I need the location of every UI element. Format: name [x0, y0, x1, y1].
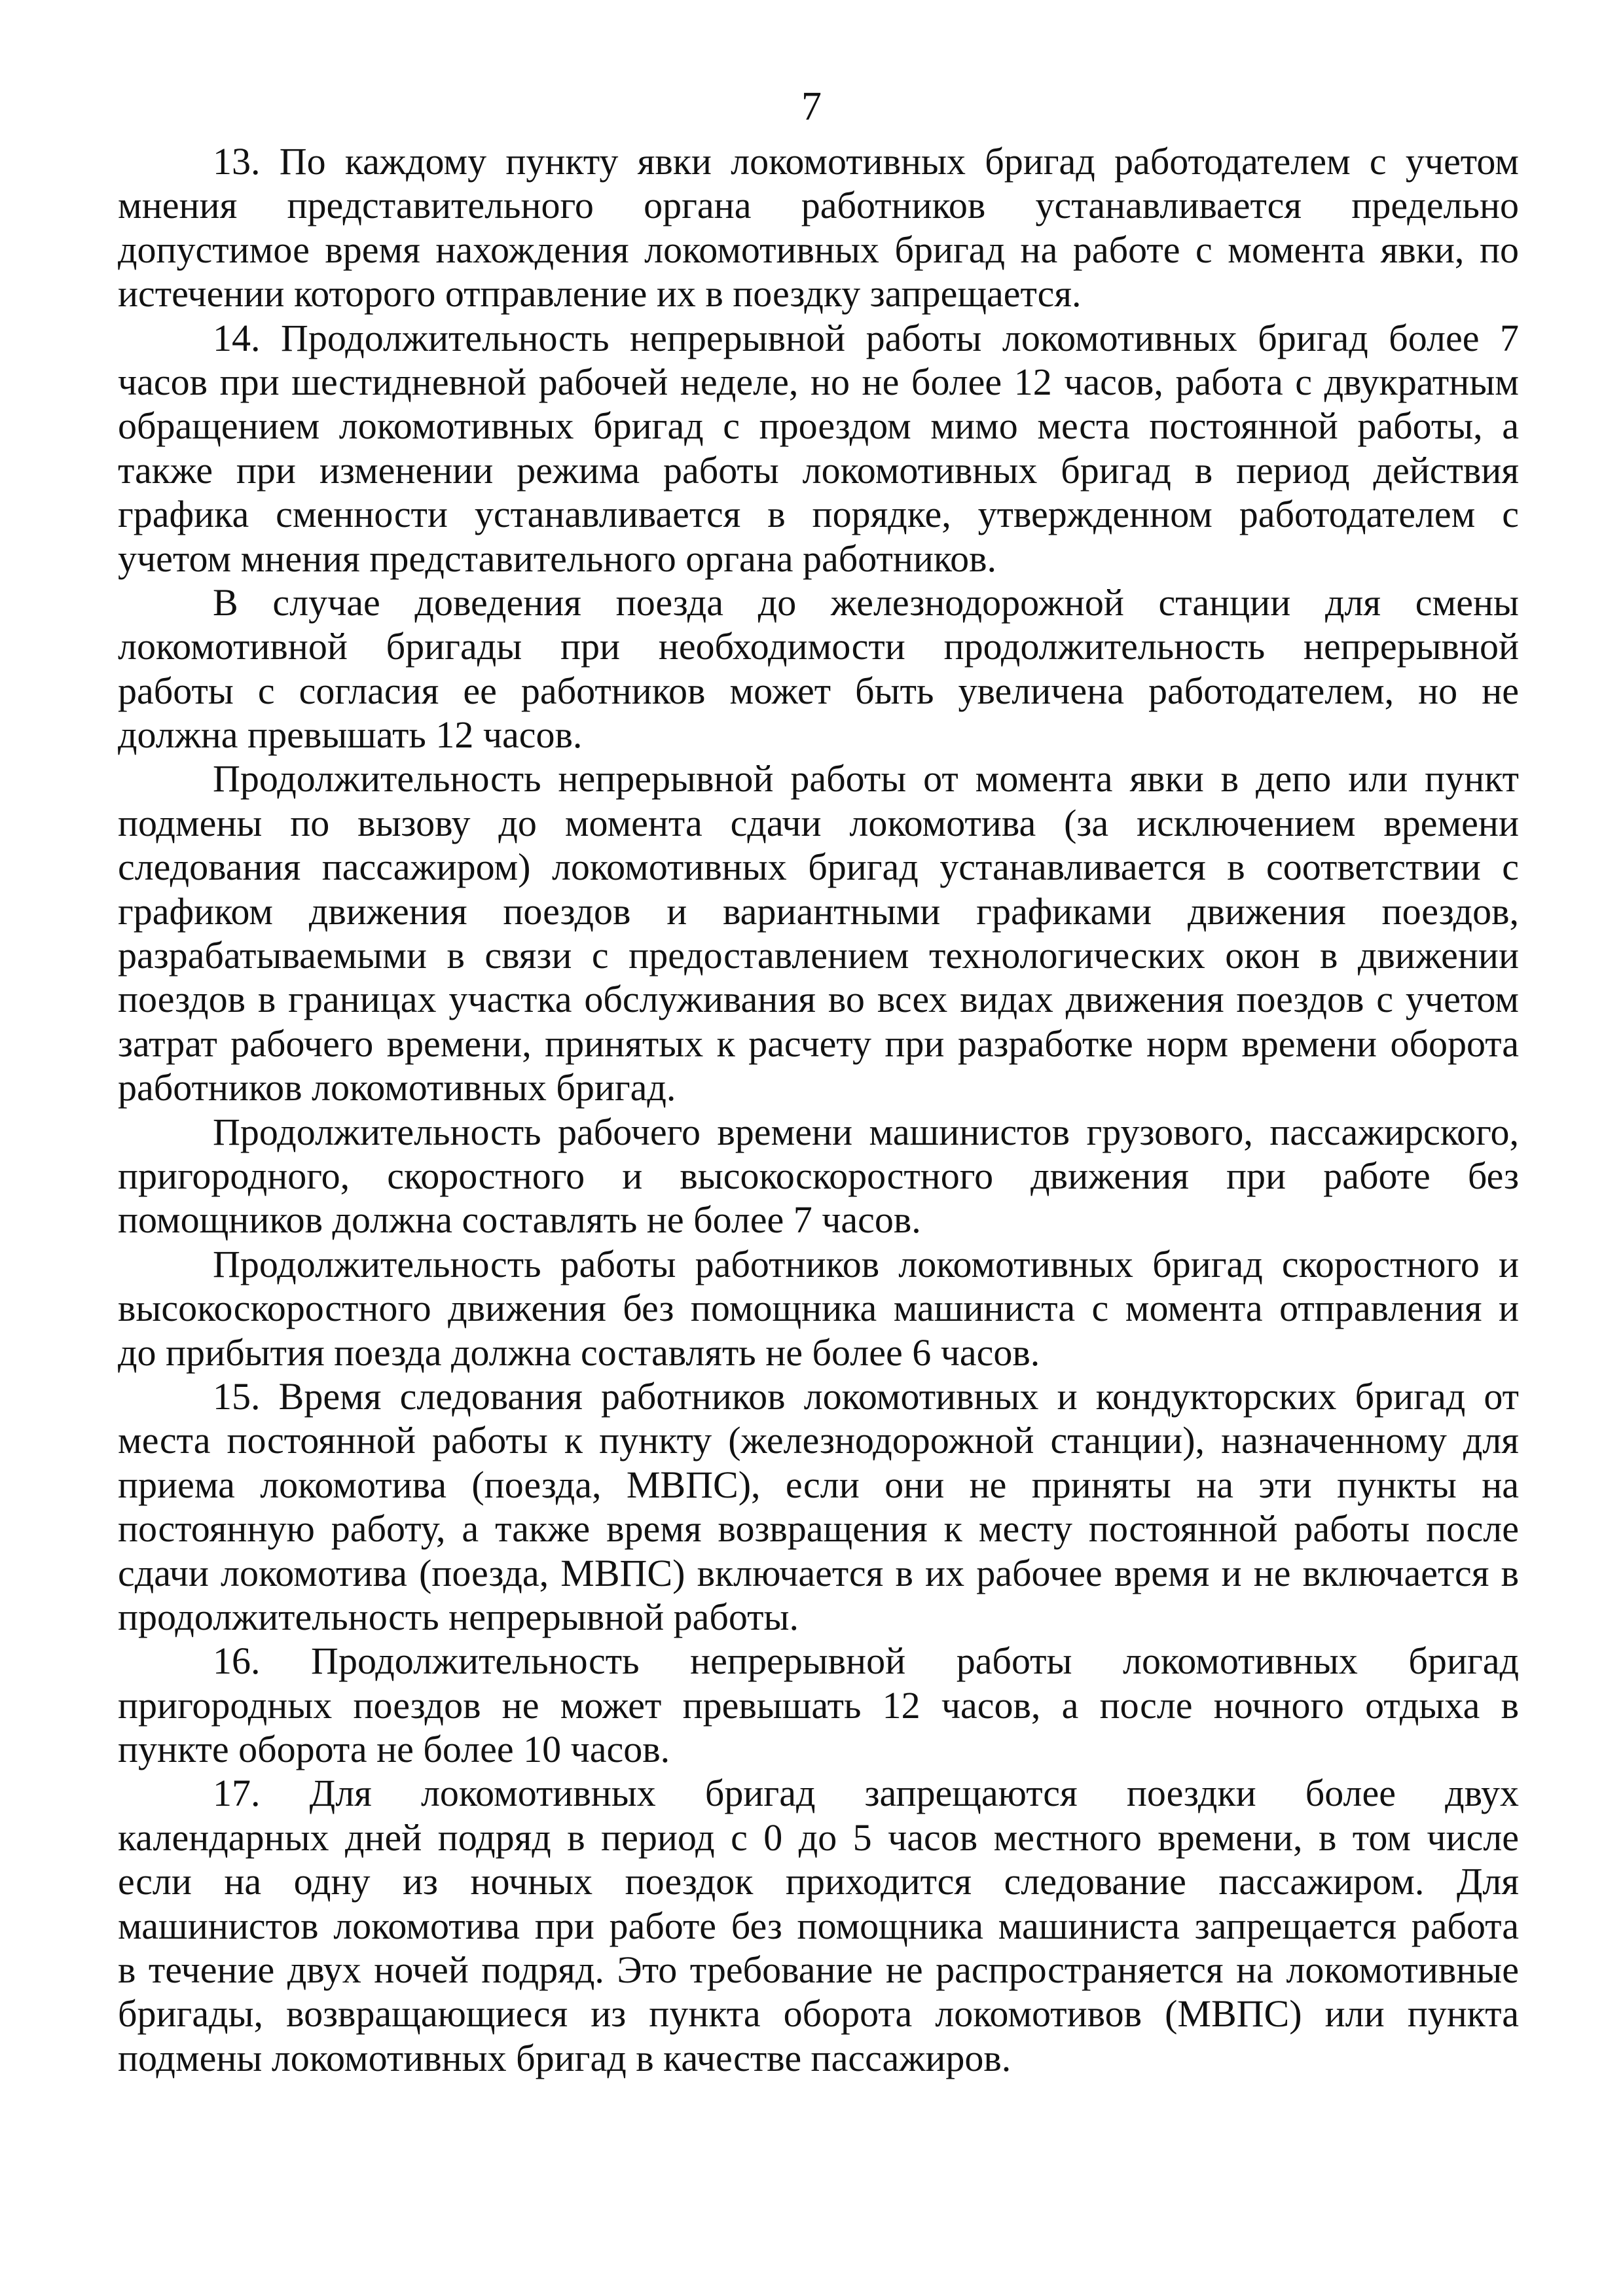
text-line: локомотивной бригады при необходимости продолжительность непрерывной — [118, 625, 1519, 668]
text-line: обращением локомотивных бригад с проездом мимо места постоянной работы, а — [118, 404, 1519, 448]
paragraph-7 — [118, 1374, 1519, 1639]
text-line: постоянную работу, а также время возвращения к месту постоянной работы после — [118, 1507, 1519, 1551]
text-line: пункте оборота не более 10 часов. — [118, 1728, 670, 1771]
paragraph-4 — [118, 757, 1519, 1109]
text-line: если на одну из ночных поездок приходится следование пассажиром. Для — [118, 1860, 1519, 1903]
text-line: сдачи локомотива (поезда, МВПС) включается в их рабочее время и не включается в — [118, 1551, 1519, 1594]
text-line: Продолжительность работы работников локомотивных бригад скоростного и — [213, 1242, 1519, 1285]
text-line: мнения представительного органа работников устанавливается предельно — [118, 184, 1519, 227]
text-line: машинистов локомотива при работе без помощника машиниста запрещается работа — [118, 1904, 1519, 1947]
text-line: в течение двух ночей подряд. Это требование не распространяется на локомотивные — [118, 1948, 1519, 1992]
text-line: истечении которого отправление их в поездку запрещается. — [118, 272, 1082, 315]
paragraph-5 — [118, 1110, 1519, 1242]
document-body — [118, 139, 1519, 2080]
text-line: бригады, возвращающиеся из пункта оборота локомотивов (МВПС) или пункта — [118, 1992, 1519, 2036]
paragraph-1 — [118, 139, 1519, 316]
text-line: 16. Продолжительность непрерывной работы локомотивных бригад — [213, 1640, 1519, 1683]
text-line: пригородного, скоростного и высокоскоростного движения при работе без — [118, 1154, 1519, 1197]
text-line: следования пассажиром) локомотивных бригад устанавливается в соответствии с — [118, 846, 1519, 889]
text-line: до прибытия поезда должна составлять не более 6 часов. — [118, 1331, 1040, 1374]
text-line: также при изменении режима работы локомотивных бригад в период действия — [118, 448, 1519, 492]
paragraph-9 — [118, 1771, 1519, 2080]
text-line: места постоянной работы к пункту (железнодорожной станции), назначенному для — [118, 1419, 1519, 1462]
text-line: поездов в границах участка обслуживания во всех видах движения поездов с учетом — [118, 978, 1519, 1021]
paragraph-6 — [118, 1242, 1519, 1374]
text-line: графиком движения поездов и вариантными графиками движения поездов, — [118, 889, 1519, 933]
text-line: часов при шестидневной рабочей неделе, но не более 12 часов, работа с двукратным — [118, 360, 1519, 403]
text-line: календарных дней подряд в период с 0 до 5 часов местного времени, в том числе — [118, 1816, 1519, 1859]
text-line: затрат рабочего времени, принятых к расчету при разработке норм времени оборота — [118, 1022, 1519, 1065]
text-line: 13. По каждому пункту явки локомотивных бригад работодателем с учетом — [213, 140, 1519, 183]
text-line: Продолжительность рабочего времени машинистов грузового, пассажирского, — [213, 1110, 1519, 1153]
text-line: 14. Продолжительность непрерывной работы локомотивных бригад более 7 — [213, 316, 1519, 359]
text-line: 17. Для локомотивных бригад запрещаются поездки более двух — [213, 1772, 1519, 1815]
text-line: В случае доведения поезда до железнодорожной станции для смены — [213, 581, 1519, 624]
text-line: учетом мнения представительного органа работников. — [118, 537, 997, 580]
text-line: подмены локомотивных бригад в качестве пассажиров. — [118, 2036, 1012, 2079]
text-line: работы с согласия ее работников может быть увеличена работодателем, но не — [118, 669, 1519, 712]
text-line: помощников должна составлять не более 7 часов. — [118, 1198, 921, 1242]
text-line: работников локомотивных бригад. — [118, 1066, 676, 1109]
text-line: приема локомотива (поезда, МВПС), если они не приняты на эти пункты на — [118, 1463, 1519, 1506]
text-line: должна превышать 12 часов. — [118, 713, 583, 757]
text-line: высокоскоростного движения без помощника машиниста с момента отправления и — [118, 1287, 1519, 1330]
text-line: Продолжительность непрерывной работы от момента явки в депо или пункт — [213, 757, 1519, 800]
page-number: 7 — [801, 84, 822, 129]
text-line: пригородных поездов не может превышать 12 часов, а после ночного отдыха в — [118, 1683, 1519, 1727]
paragraph-8 — [118, 1639, 1519, 1771]
paragraph-2 — [118, 316, 1519, 581]
paragraph-3 — [118, 581, 1519, 757]
text-line: подмены по вызову до момента сдачи локомотива (за исключением времени — [118, 801, 1519, 844]
text-line: разрабатываемыми в связи с предоставлением технологических окон в движении — [118, 934, 1519, 977]
text-line: допустимое время нахождения локомотивных бригад на работе с момента явки, по — [118, 228, 1519, 271]
text-line: 15. Время следования работников локомотивных и кондукторских бригад от — [213, 1374, 1519, 1418]
text-line: графика сменности устанавливается в порядке, утвержденном работодателем с — [118, 493, 1519, 536]
text-line: продолжительность непрерывной работы. — [118, 1595, 799, 1638]
